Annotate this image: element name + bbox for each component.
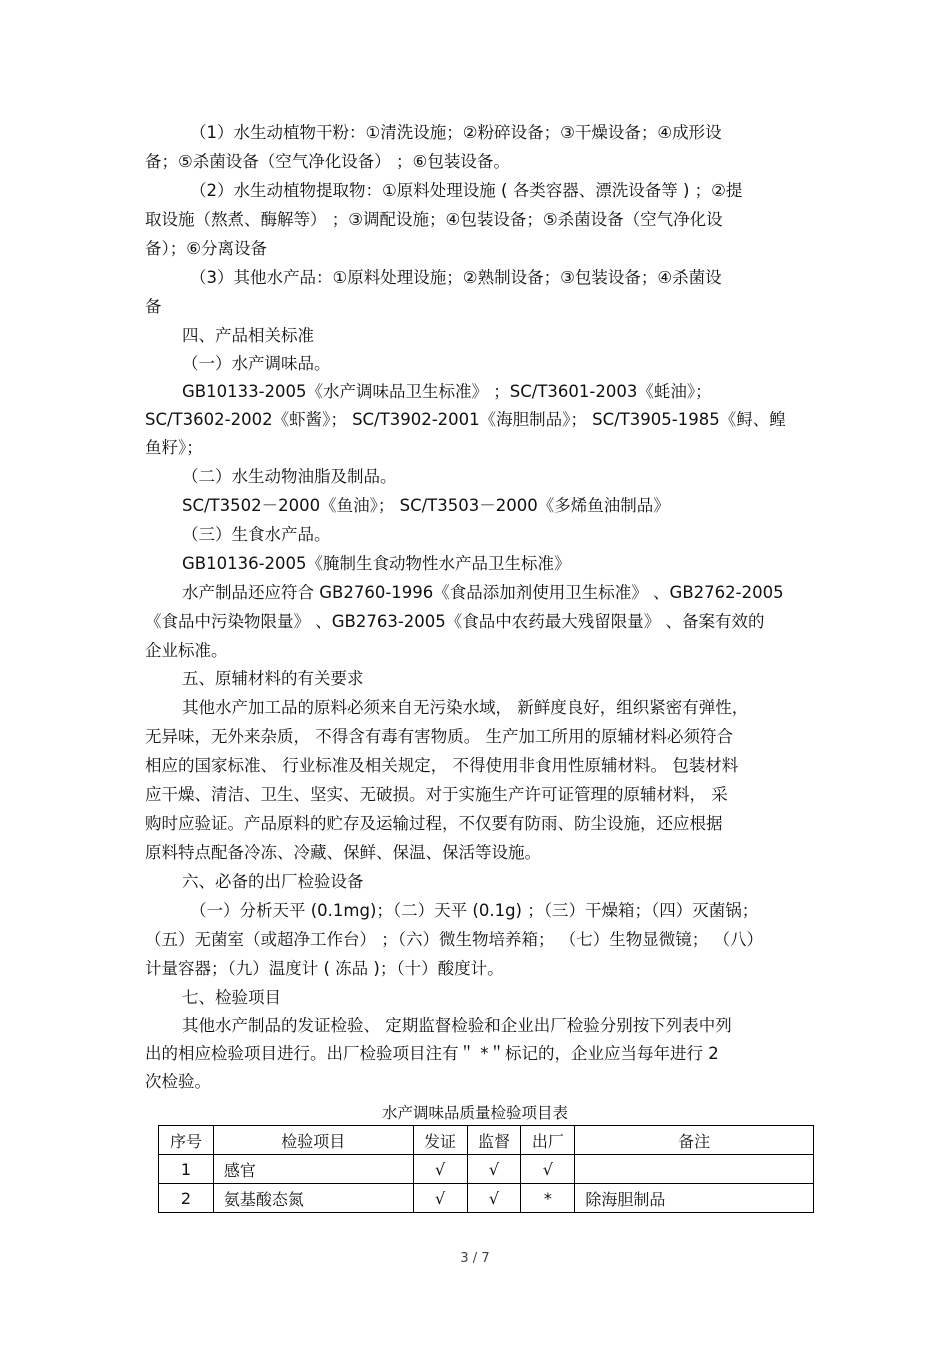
section-heading: 五、原辅材料的有关要求: [182, 669, 364, 688]
text-line: 购时应验证。产品原料的贮存及运输过程，不仅要有防雨、防尘设施，还应根据: [145, 814, 723, 833]
text-line: （3）其他水产品：①原料处理设施；②熟制设备；③包装设备；④杀菌设: [190, 268, 722, 287]
text-line: 备: [145, 297, 162, 316]
header-cell: 检验项目: [213, 1126, 413, 1155]
page-number: 3 / 7: [460, 1251, 490, 1266]
text-line: 企业标准。: [145, 641, 228, 660]
subsection-heading: （一）水产调味品。: [182, 354, 331, 373]
text-line: 无异味，无外来杂质， 不得含有毒有害物质。 生产加工所用的原辅材料必须符合: [145, 727, 733, 746]
text-line: SC/T3502－2000《鱼油》； SC/T3503－2000《多烯鱼油制品》: [182, 496, 670, 515]
table-cell: √: [413, 1184, 467, 1213]
header-cell: 出厂: [521, 1126, 575, 1155]
inspection-table: [158, 1125, 814, 1213]
table-cell: 氨基酸态氮: [213, 1184, 413, 1213]
header-cell: 备注: [575, 1126, 814, 1155]
table-cell: 除海胆制品: [575, 1184, 814, 1213]
header-cell: 发证: [413, 1126, 467, 1155]
text-line: 出的相应检验项目进行。出厂检验项目注有＂ *＂标记的，企业应当每年进行 2: [145, 1044, 719, 1063]
text-line: （1）水生动植物干粉：①清洗设施；②粉碎设备；③干燥设备；④成形设: [190, 123, 722, 142]
text-line: 取设施（熬煮、酶解等） ；③调配设施；④包装设备；⑤杀菌设备（空气净化设: [145, 210, 723, 229]
text-line: 备；⑤杀菌设备（空气净化设备） ；⑥包装设备。: [145, 152, 510, 171]
text-line: 备）；⑥分离设备: [145, 239, 268, 258]
subsection-heading: （二）水生动物油脂及制品。: [182, 467, 397, 486]
text-line: 其他水产加工品的原料必须来自无污染水域， 新鲜度良好，组织紧密有弹性，: [182, 698, 749, 717]
text-line: （一）分析天平 (0.1mg)；（二）天平 (0.1g) ；（三）干燥箱；（四）灭菌锅；: [190, 901, 759, 920]
table-header-row: [159, 1126, 814, 1155]
section-heading: 六、必备的出厂检验设备: [182, 872, 364, 891]
text-line: 原料特点配备冷冻、冷藏、保鲜、保温、保活等设施。: [145, 843, 541, 862]
text-line: 其他水产制品的发证检验、 定期监督检验和企业出厂检验分别按下列表中列: [182, 1016, 732, 1035]
table-cell: *: [521, 1184, 575, 1213]
table-cell: √: [467, 1184, 521, 1213]
text-line: GB10136-2005《腌制生食动物性水产品卫生标准》: [182, 554, 571, 573]
table-cell: 1: [159, 1155, 214, 1184]
text-line: 计量容器；（九）温度计 ( 冻品 )；（十）酸度计。: [145, 959, 504, 978]
text-line: 次检验。: [145, 1072, 211, 1091]
section-heading: 七、检验项目: [182, 988, 281, 1007]
text-line: （2）水生动植物提取物：①原料处理设施 ( 各类容器、漂洗设备等 ) ；②提: [190, 181, 743, 200]
section-heading: 四、产品相关标准: [182, 326, 314, 345]
table-row: [159, 1155, 814, 1184]
table-cell: √: [521, 1155, 575, 1184]
text-line: 水产制品还应符合 GB2760-1996《食品添加剂使用卫生标准》 、GB2762-2005: [182, 583, 784, 602]
text-line: 应干燥、清洁、卫生、坚实、无破损。对于实施生产许可证管理的原辅材料， 采: [145, 785, 728, 804]
table-cell: [575, 1155, 814, 1184]
table-cell: √: [467, 1155, 521, 1184]
text-line: 相应的国家标准、 行业标准及相关规定， 不得使用非食用性原辅材料。 包装材料: [145, 756, 739, 775]
subsection-heading: （三）生食水产品。: [182, 525, 331, 544]
table-row: [159, 1184, 814, 1213]
header-cell: 监督: [467, 1126, 521, 1155]
table-title: 水产调味品质量检验项目表: [381, 1104, 568, 1122]
text-line: GB10133-2005《水产调味品卫生标准》 ；SC/T3601-2003《蚝油》；: [182, 382, 712, 401]
header-cell: 序号: [159, 1126, 214, 1155]
text-line: 鱼籽》；: [145, 438, 203, 457]
table-cell: √: [413, 1155, 467, 1184]
text-line: SC/T3602-2002《虾酱》； SC/T3902-2001《海胆制品》； SC/T3905-1985《鲟、鳇: [145, 410, 786, 429]
table-cell: 2: [159, 1184, 214, 1213]
table-cell: 感官: [213, 1155, 413, 1184]
text-line: （五）无菌室（或超净工作台） ；（六）微生物培养箱； （七）生物显微镜； （八）: [145, 930, 763, 949]
text-line: 《食品中污染物限量》 、GB2763-2005《食品中农药最大残留限量》 、备案有效的: [145, 612, 765, 631]
